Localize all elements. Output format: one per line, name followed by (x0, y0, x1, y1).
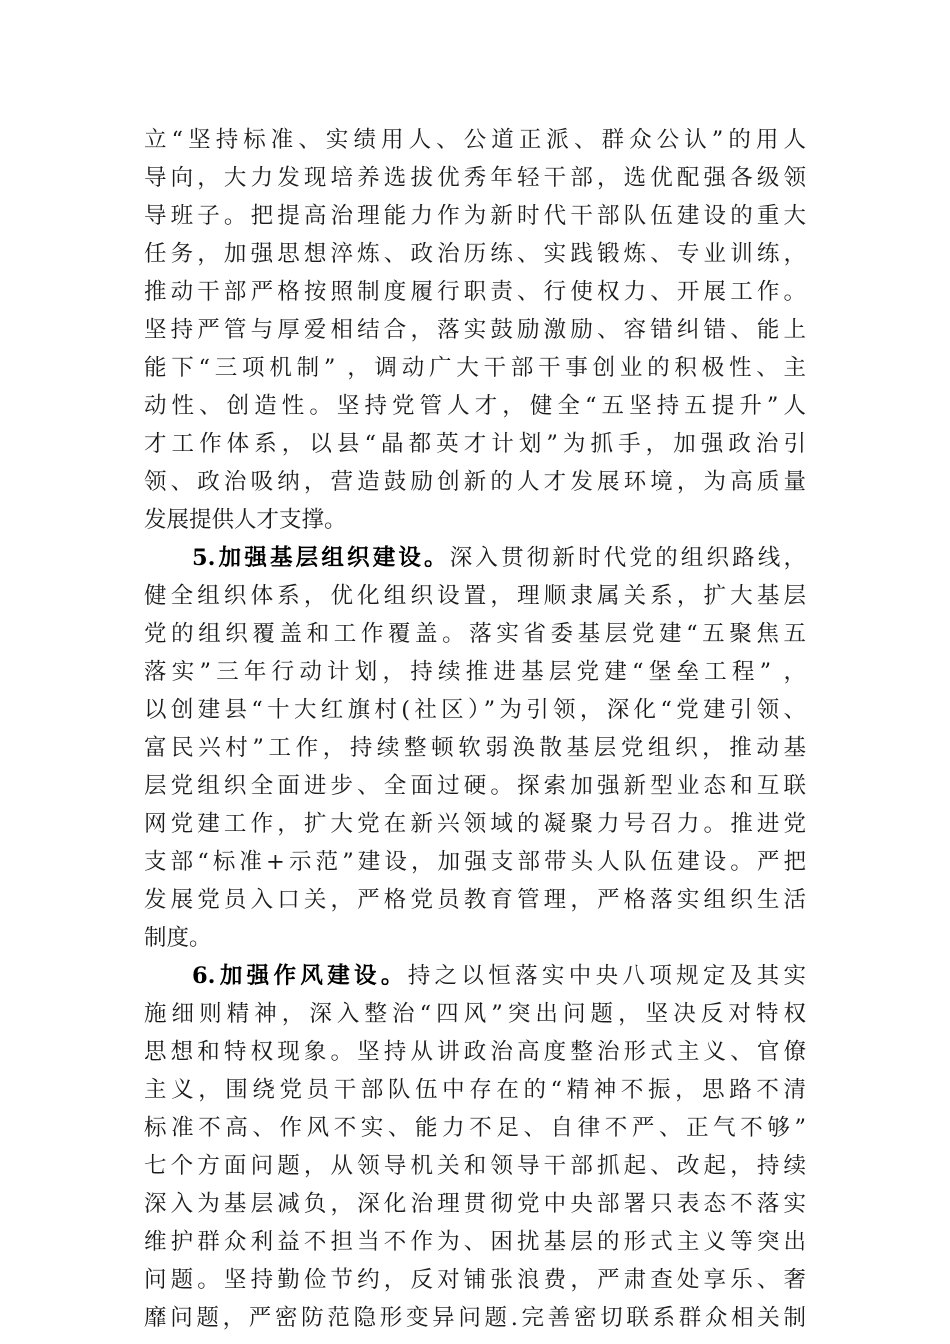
text-line: 领、政治吸纳，营造鼓励创新的人才发展环境，为高质量 (144, 469, 806, 495)
section-6-lead-text: 持之以恒落实中央八项规定及其实 (407, 963, 806, 989)
text-line: 富民兴村”工作，持续整顿软弱涣散基层党组织，推动基 (144, 735, 806, 761)
text-line: 才工作体系，以县“晶都英才计划”为抓手，加强政治引 (144, 431, 806, 457)
text-line: 深入为基层减负，深化治理贯彻党中央部署只表态不落实 (144, 1191, 806, 1217)
section-5-heading: 5.加强基层组织建设。 (192, 545, 450, 571)
section-5-first-line (192, 540, 806, 576)
text-line: 问题。坚持勤俭节约，反对铺张浪费，严肃查处享乐、奢 (144, 1267, 806, 1293)
text-line: 靡问题，严密防范隐形变异问题.完善密切联系群众相关制 (144, 1305, 806, 1331)
text-line: 落实”三年行动计划，持续推进基层党建“堡垒工程” ， (144, 659, 806, 685)
text-line: 能下“三项机制” ，调动广大干部干事创业的积极性、主 (144, 355, 806, 381)
text-line: 维护群众利益不担当不作为、困扰基层的形式主义等突出 (144, 1229, 806, 1255)
text-line: 推动干部严格按照制度履行职责、行使权力、开展工作。 (144, 279, 806, 305)
text-line: 导班子。把提高治理能力作为新时代干部队伍建设的重大 (144, 203, 806, 229)
text-line: 动性、创造性。坚持党管人才，健全“五坚持五提升”人 (144, 393, 806, 419)
text-line: 制度。 (144, 925, 212, 951)
section-5-lead-text: 深入贯彻新时代党的组织路线， (449, 545, 806, 571)
text-line: 标准不高、作风不实、能力不足、自律不严、正气不够” (144, 1115, 806, 1141)
text-line: 层党组织全面进步、全面过硬。探索加强新型业态和互联 (144, 773, 806, 799)
text-line: 党的组织覆盖和工作覆盖。落实省委基层党建“五聚焦五 (144, 621, 806, 647)
text-line: 发展提供人才支撑。 (144, 507, 347, 533)
text-line: 网党建工作，扩大党在新兴领域的凝聚力号召力。推进党 (144, 811, 806, 837)
section-6-first-line (192, 958, 806, 994)
text-line: 七个方面问题，从领导机关和领导干部抓起、改起，持续 (144, 1153, 806, 1179)
section-6-heading: 6.加强作风建设。 (192, 963, 408, 989)
text-line: 支部“标准+示范”建设，加强支部带头人队伍建设。严把 (144, 849, 806, 875)
text-line: 坚持严管与厚爱相结合，落实鼓励激励、容错纠错、能上 (144, 317, 806, 343)
text-line: 立“坚持标准、实绩用人、公道正派、群众公认”的用人 (144, 127, 806, 153)
text-line: 导向，大力发现培养选拔优秀年轻干部，选优配强各级领 (144, 165, 806, 191)
text-line: 任务，加强思想淬炼、政治历练、实践锻炼、专业训练， (144, 241, 806, 267)
text-line: 发展党员入口关，严格党员教育管理，严格落实组织生活 (144, 887, 806, 913)
text-line: 以创建县“十大红旗村(社区）”为引领，深化“党建引领、 (144, 697, 806, 723)
text-line: 思想和特权现象。坚持从讲政治高度整治形式主义、官僚 (144, 1039, 806, 1065)
text-line: 主义，围绕党员干部队伍中存在的“精神不振，思路不清 (144, 1077, 806, 1103)
text-line: 健全组织体系，优化组织设置，理顺隶属关系，扩大基层 (144, 583, 806, 609)
text-line: 施细则精神，深入整治“四风”突出问题，坚决反对特权 (144, 1001, 806, 1027)
